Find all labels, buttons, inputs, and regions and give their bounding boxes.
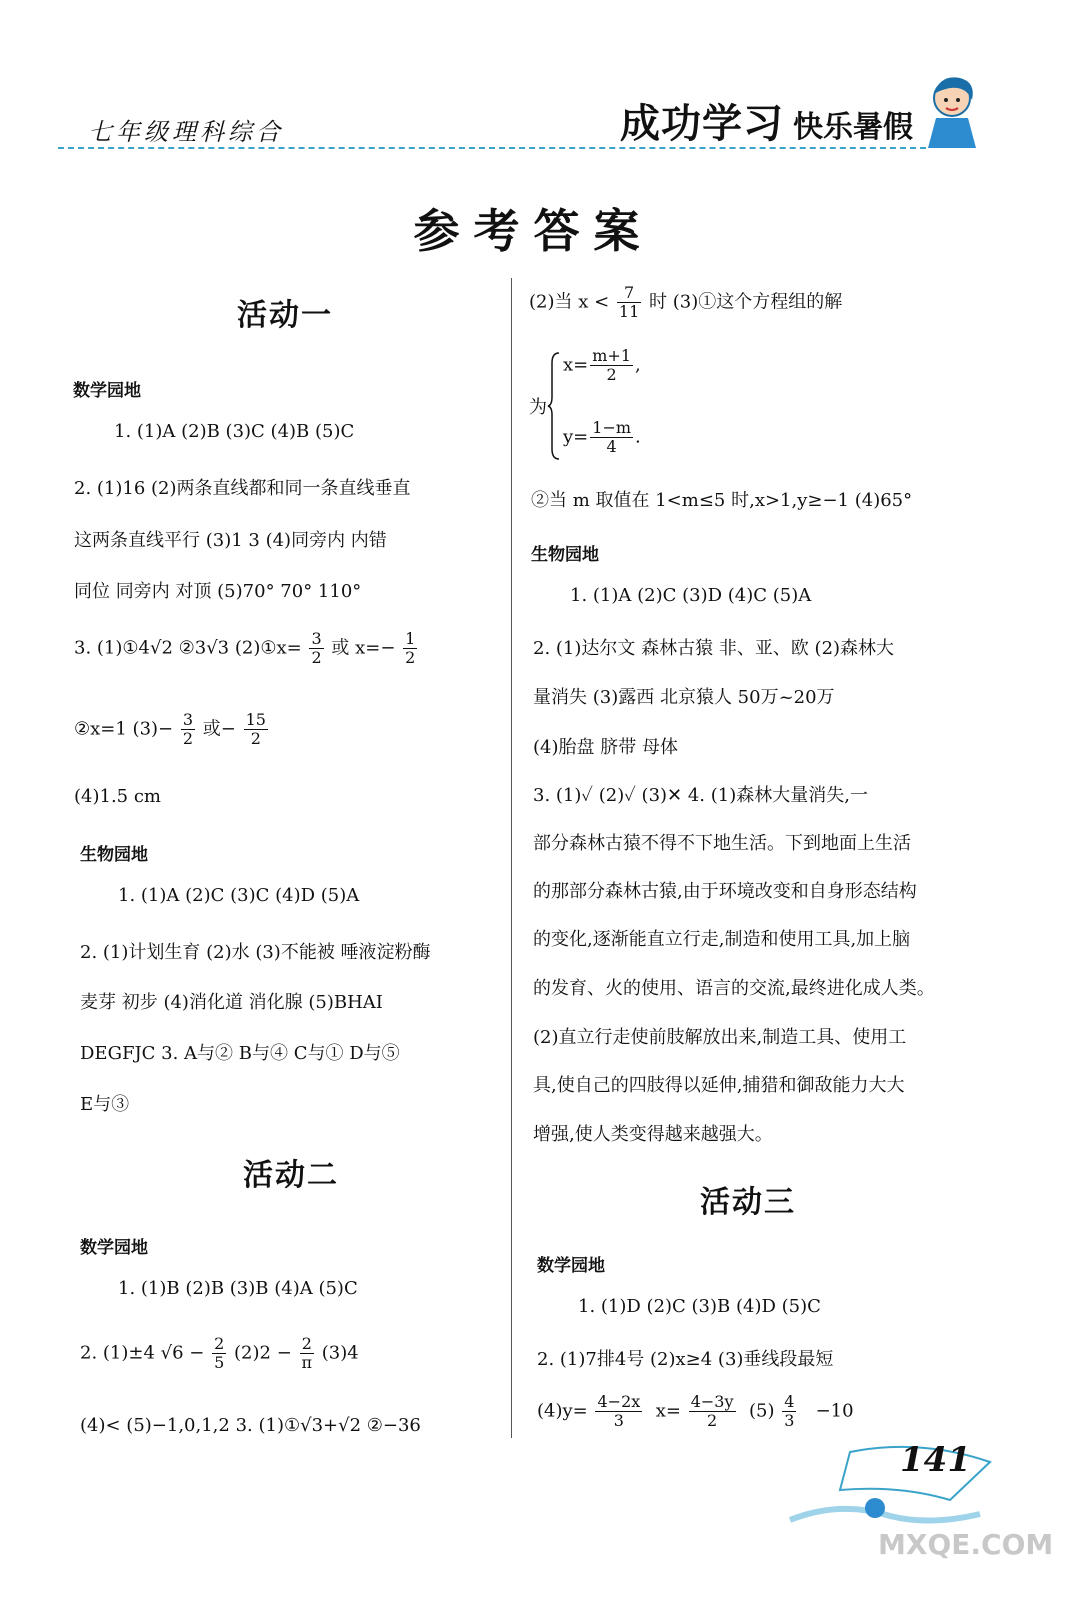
fraction: $\frac{1-m}{4}$ [592, 418, 632, 456]
answer-line: 2. (1)7排4号 (2)x≥4 (3)垂线段最短 [537, 1349, 834, 1370]
answer-line: 的那部分森林古猿,由于环境改变和自身形态结构 [533, 881, 917, 902]
brace-icon [547, 351, 561, 461]
answer-text: (4)y= [537, 1400, 588, 1422]
page-number: 141 [900, 1440, 971, 1480]
fraction: $\frac{2}{5}$ [214, 1334, 225, 1372]
fraction: $\frac{4-3y}{2}$ [690, 1392, 734, 1430]
answer-line: 麦芽 初步 (4)消化道 消化腺 (5)BHAI [80, 992, 383, 1013]
answer-line: 1. (1)A (2)C (3)C (4)D (5)A [118, 885, 360, 906]
mascot-illustration [920, 70, 990, 150]
answer-line: (4)< (5)−1,0,1,2 3. (1)①√3+√2 ②−36 [80, 1415, 421, 1436]
activity-1-heading: 活动一 [237, 298, 333, 333]
answer-line: 具,使自己的四肢得以延伸,捕猎和御敌能力大大 [533, 1075, 905, 1096]
answer-text: (2)当 x < [529, 291, 610, 313]
header-brand: 成功学习 [620, 101, 784, 147]
system-label: 为 [529, 397, 547, 418]
answer-line: 2. (1)计划生育 (2)水 (3)不能被 唾液淀粉酶 [80, 942, 431, 963]
answer-text: 3. (1)①4√2 ②3√3 (2)①x= [74, 637, 302, 659]
answer-line: E与③ [80, 1094, 130, 1115]
answer-line: DEGFJC 3. A与② B与④ C与① D与⑤ [80, 1043, 400, 1064]
answer-line: 量消失 (3)露西 北京猿人 50万~20万 [533, 687, 835, 708]
answer-line: (2)直立行走使前肢解放出来,制造工具、使用工 [533, 1027, 907, 1048]
answer-text: x= [563, 354, 589, 376]
answer-line: 1. (1)D (2)C (3)B (4)D (5)C [578, 1296, 821, 1317]
fraction: $\frac{m+1}{2}$ [592, 346, 631, 384]
equation-system [529, 345, 729, 465]
activity-2-heading: 活动二 [243, 1158, 339, 1193]
answer-line: 1. (1)A (2)C (3)D (4)C (5)A [570, 585, 812, 606]
page-title: 参考答案 [413, 204, 654, 258]
fraction: $\frac{7}{11}$ [618, 283, 640, 321]
biology-section-title: 生物园地 [80, 845, 148, 865]
math-section-title: 数学园地 [80, 1238, 148, 1258]
answer-line: 2. (1)达尔文 森林古猿 非、亚、欧 (2)森林大 [533, 638, 895, 659]
answer-line: 同位 同旁内 对顶 (5)70° 70° 110° [74, 581, 362, 602]
fraction: $\frac{15}{2}$ [245, 710, 266, 748]
answer-line: 这两条直线平行 (3)1 3 (4)同旁内 内错 [74, 530, 387, 551]
answer-line: 部分森林古猿不得不下地生活。下到地面上生活 [533, 833, 911, 854]
fraction: $\frac{2}{\pi}$ [301, 1334, 313, 1372]
math-section-title: 数学园地 [537, 1256, 605, 1276]
answer-line: 3. (1)✓ (2)✓ (3)✕ 4. (1)森林大量消失,一 [533, 785, 868, 806]
answer-line: 增强,使人类变得越来越强大。 [533, 1124, 773, 1145]
answer-text: y= [563, 426, 589, 448]
header-series-label: 七年级理科综合 [88, 118, 284, 146]
activity-3-heading: 活动三 [700, 1185, 796, 1220]
answer-text: 或− [202, 718, 236, 740]
answer-text: 2. (1)±4 √6 − [80, 1342, 205, 1364]
answer-line: (4)1.5 cm [74, 786, 161, 807]
answer-line-math [537, 1393, 854, 1430]
fraction: $\frac{3}{2}$ [182, 710, 194, 748]
answer-text: ②x=1 (3)− [74, 718, 174, 740]
answer-text: (2)2 − [234, 1342, 292, 1364]
answer-text: 或 x=− [331, 637, 396, 659]
answer-line: 的变化,逐渐能直立行走,制造和使用工具,加上脑 [533, 929, 911, 950]
fraction: $\frac{4-2x}{3}$ [597, 1392, 641, 1430]
answer-line: 的发育、火的使用、语言的交流,最终进化成人类。 [533, 978, 935, 999]
fraction: $\frac{3}{2}$ [311, 629, 322, 667]
answer-line-math [74, 711, 270, 748]
answer-text: (3)4 [321, 1342, 359, 1364]
system-eq-x: x= $\frac{m+1}{2}$ , [563, 346, 641, 384]
biology-section-title: 生物园地 [531, 545, 599, 565]
answer-text: −10 [815, 1400, 854, 1422]
system-eq-y: y= $\frac{1-m}{4}$ . [563, 418, 641, 456]
answer-text: x= [655, 1400, 681, 1422]
answer-line-math [74, 630, 419, 667]
math-section-title: 数学园地 [73, 381, 141, 401]
answer-line: 1. (1)B (2)B (3)B (4)A (5)C [118, 1278, 358, 1299]
answer-line: (4)胎盘 脐带 母体 [533, 737, 678, 758]
fraction: $\frac{1}{2}$ [405, 629, 416, 667]
watermark: MXQE.COM [878, 1528, 1054, 1561]
answer-line-math [529, 284, 842, 321]
answer-line: ②当 m 取值在 1<m≤5 时,x>1,y≥−1 (4)65° [531, 490, 913, 511]
fraction: $\frac{4}{3}$ [784, 1392, 795, 1430]
header-divider [58, 147, 926, 149]
answer-text: (5) [748, 1400, 775, 1422]
answer-text: 时 (3)①这个方程组的解 [649, 291, 843, 313]
answer-line-math [80, 1335, 359, 1372]
column-divider [511, 278, 512, 1438]
answer-line: 2. (1)16 (2)两条直线都和同一条直线垂直 [74, 478, 411, 499]
header-subtitle: 快乐暑假 [793, 110, 913, 145]
answer-line: 1. (1)A (2)B (3)C (4)B (5)C [114, 421, 355, 442]
